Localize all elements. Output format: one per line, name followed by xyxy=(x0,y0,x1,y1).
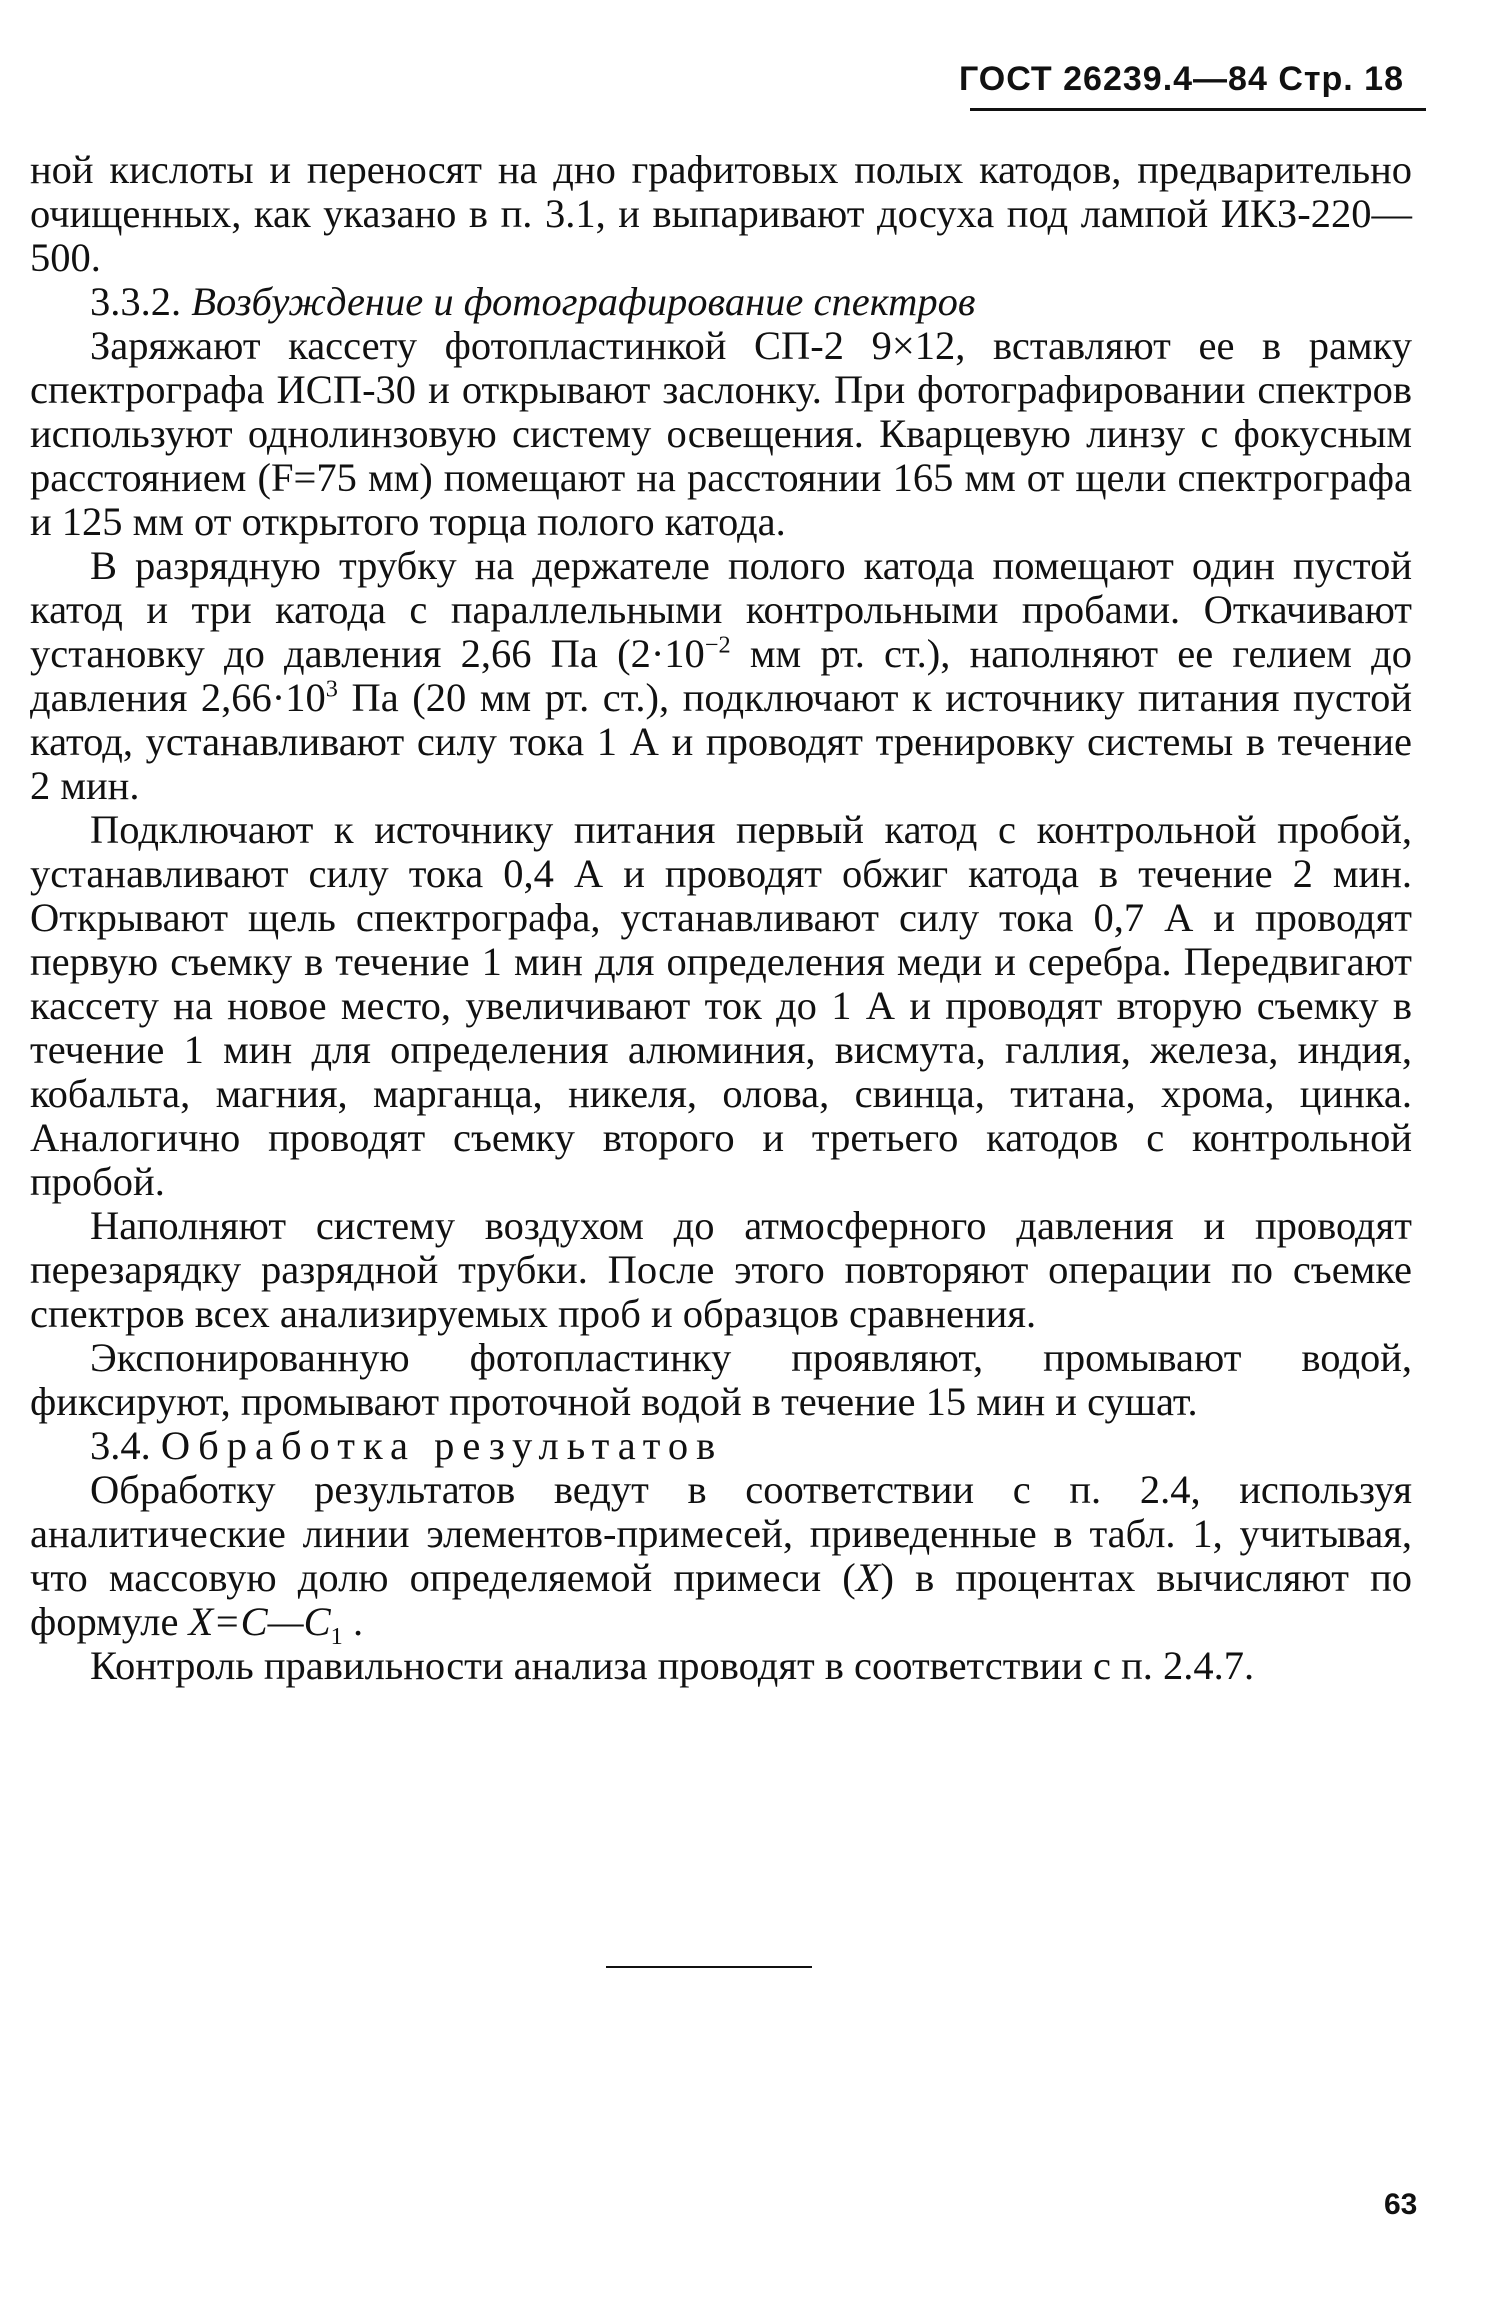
section-title: Возбуждение и фотографирование спектров xyxy=(191,279,976,324)
text-segment: ) в процентах вычисляют по формуле xyxy=(30,1555,1413,1644)
page-header: ГОСТ 26239.4—84 Стр. 18 xyxy=(958,60,1404,98)
paragraph-power-source: Подключают к источнику питания первый катод с контрольной пробой, устанавливают силу тока 0,4 А и проводят обжиг катода в течение 2 мин. Открывают щель спектрографа, устанавливают силу тока 0,7 А и проводят первую съемку в течение 1 мин для определения меди и серебра. Передвигают кассету на новое место, увеличивают ток до 1 А и проводят вторую съемку в течение 1 мин для определения алюминия, висмута, галлия, железа, индия, кобальта, магния, марганца, никеля, олова, свинца, титана, хрома, цинка. Аналогично проводят съемку второго и третьего катодов с контрольной пробой. xyxy=(30,807,1412,1204)
end-rule xyxy=(606,1966,812,1968)
paragraph-discharge-tube xyxy=(30,544,1412,808)
section-number: 3.4. xyxy=(90,1423,161,1468)
paragraph-air-fill: Наполняют систему воздухом до атмосферного давления и проводят перезарядку разрядной трубки. После этого повторяют операции по съемке спектров всех анализируемых проб и образцов сравнения. xyxy=(30,1203,1412,1336)
section-number: 3.3.2. xyxy=(90,279,192,324)
paragraph-results-processing xyxy=(30,1467,1413,1651)
section-heading-3-3-2 xyxy=(30,280,1412,324)
text-segment: В разрядную трубку на держателе полого катода помещают один пустой катод и три катода с параллельными контрольными пробами. Откачивают установку до давления 2,66 Па (2·10 xyxy=(30,543,1412,676)
section-title: Обработка результатов xyxy=(160,1423,724,1468)
paragraph-continuation: ной кислоты и переносят на дно графитовых полых катодов, предварительно очищенных, как указано в п. 3.1, и выпаривают досуха под лампой ИКЗ-220—500. xyxy=(30,147,1412,280)
document-body xyxy=(30,148,1412,1688)
text-segment: . xyxy=(342,1599,364,1644)
superscript: −2 xyxy=(704,631,731,659)
page-number: 63 xyxy=(1384,2188,1418,2221)
superscript: 3 xyxy=(325,675,338,703)
variable-x: X xyxy=(855,1555,881,1600)
paragraph-exposed-plate: Экспонированную фотопластинку проявляют, промывают водой, фиксируют, промывают проточной водой в течение 15 мин и сушат. xyxy=(30,1335,1412,1424)
text-segment: Па (20 мм рт. ст.), подключают к источнику питания пустой катод, устанавливают силу тока 1 А и проводят тренировку системы в течение 2 мин. xyxy=(30,675,1412,808)
section-heading-3-4 xyxy=(30,1424,1412,1468)
header-rule xyxy=(970,108,1426,111)
text-segment: мм рт. ст.), наполняют ее гелием до давления 2,66·10 xyxy=(30,631,1412,720)
paragraph-cassette: Заряжают кассету фотопластинкой СП-2 9×12, вставляют ее в рамку спектрографа ИСП-30 и открывают заслонку. При фотографировании спектров используют однолинзовую систему освещения. Кварцевую линзу с фокусным расстоянием (F=75 мм) помещают на расстоянии 165 мм от щели спектрографа и 125 мм от открытого торца полого катода. xyxy=(30,323,1412,544)
formula: X=C—C xyxy=(188,1599,331,1644)
text-segment: Обработку результатов ведут в соответствии с п. 2.4, используя аналитические линии элементов-примесей, приведенные в табл. 1, учитывая, что массовую долю определяемой примеси ( xyxy=(30,1467,1412,1600)
paragraph-accuracy-control: Контроль правильности анализа проводят в соответствии с п. 2.4.7. xyxy=(90,1643,1255,1688)
formula-subscript: 1 xyxy=(330,1623,343,1651)
